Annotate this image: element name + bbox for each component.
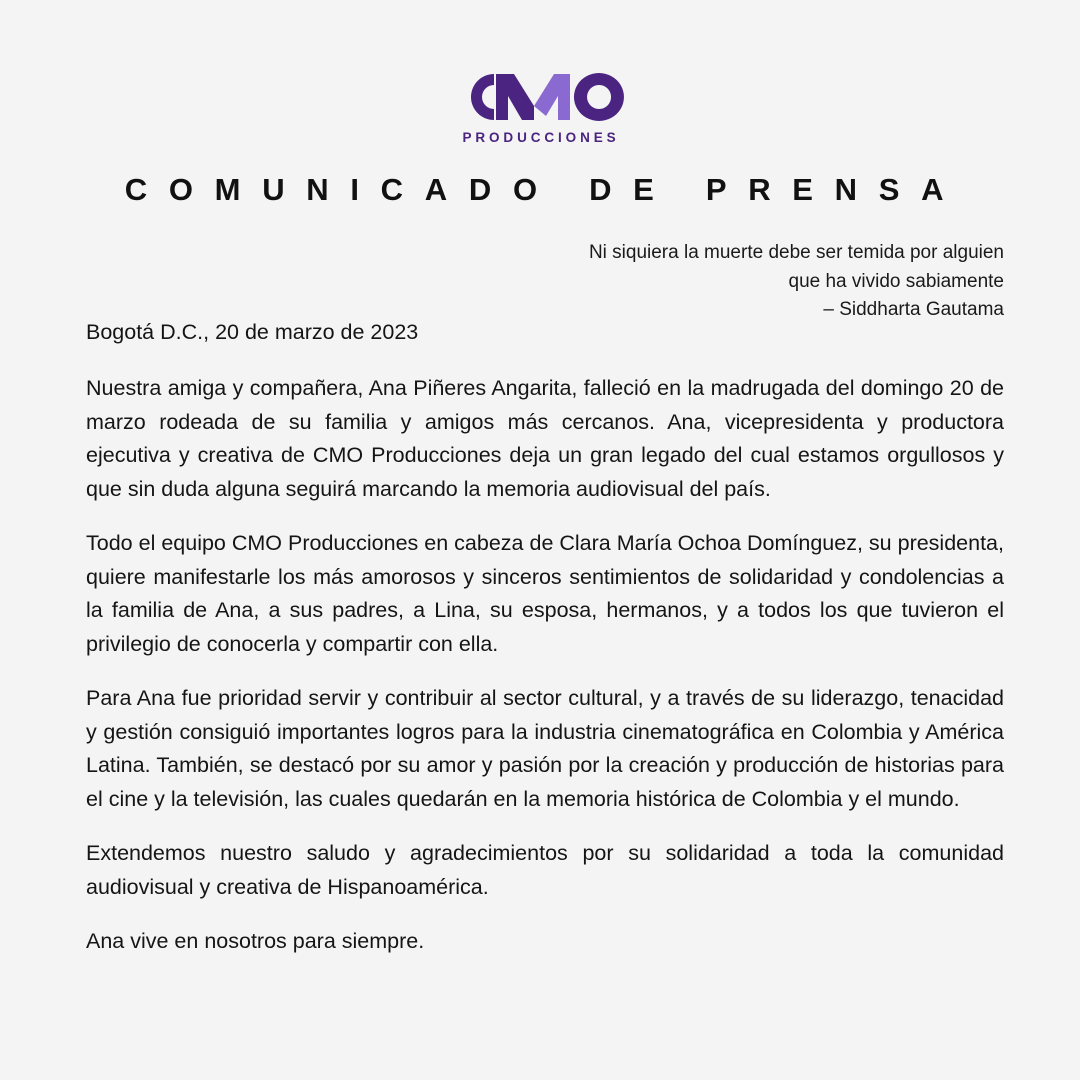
quote-line-2: que ha vivido sabiamente: [788, 270, 1004, 292]
press-release-title: COMUNICADO DE PRENSA: [124, 172, 966, 207]
press-release-body: [86, 372, 1004, 980]
logo-subtitle: PRODUCCIONES: [462, 130, 620, 145]
closing-line: Ana vive en nosotros para siempre.: [86, 929, 425, 953]
logo-letter-m-right: [534, 74, 570, 120]
dateline: Bogotá D.C., 20 de marzo de 2023: [86, 320, 419, 344]
logo-letter-c: [471, 74, 494, 120]
logo-letter-o: [574, 73, 624, 121]
logo-letter-m-left: [496, 74, 534, 120]
quote-line-1: Ni siquiera la muerte debe ser temida por alguien: [588, 242, 1004, 263]
cmo-logo: [450, 68, 632, 150]
epigraph-quote: [480, 239, 1004, 325]
body-paragraph: Todo el equipo CMO Producciones en cabeza de Clara María Ochoa Domínguez, su presidenta, quiere manifestarle los más amorosos y sinceros sentimientos de solidaridad y condolencias a la familia de Ana, a sus padres, a Lina, su esposa, hermanos, y a todos los que tuvieron el privilegio de conocerla y compartir con ella.: [86, 531, 1004, 656]
body-paragraph: Extendemos nuestro saludo y agradecimientos por su solidaridad a toda la comunidad audiovisual y creativa de Hispanoamérica.: [86, 841, 1004, 899]
body-paragraph: Nuestra amiga y compañera, Ana Piñeres Angarita, falleció en la madrugada del domingo 20 de marzo rodeada de su familia y amigos más cercanos. Ana, vicepresidenta y productora ejecutiva y creativa de CMO Producciones deja un gran legado del cual estamos orgullosos y que sin duda alguna seguirá marcando la memoria audiovisual del país.: [86, 376, 1004, 501]
body-paragraph: Para Ana fue prioridad servir y contribuir al sector cultural, y a través de su liderazgo, tenacidad y gestión consiguió importantes logros para la industria cinematográfica en Colombia y América Latina. También, se destacó por su amor y pasión por la creación y producción de historias para el cine y la televisión, las cuales quedarán en la memoria histórica de Colombia y el mundo.: [86, 686, 1004, 811]
cmo-logo-mark: [450, 68, 630, 126]
quote-attribution: – Siddharta Gautama: [823, 299, 1004, 320]
